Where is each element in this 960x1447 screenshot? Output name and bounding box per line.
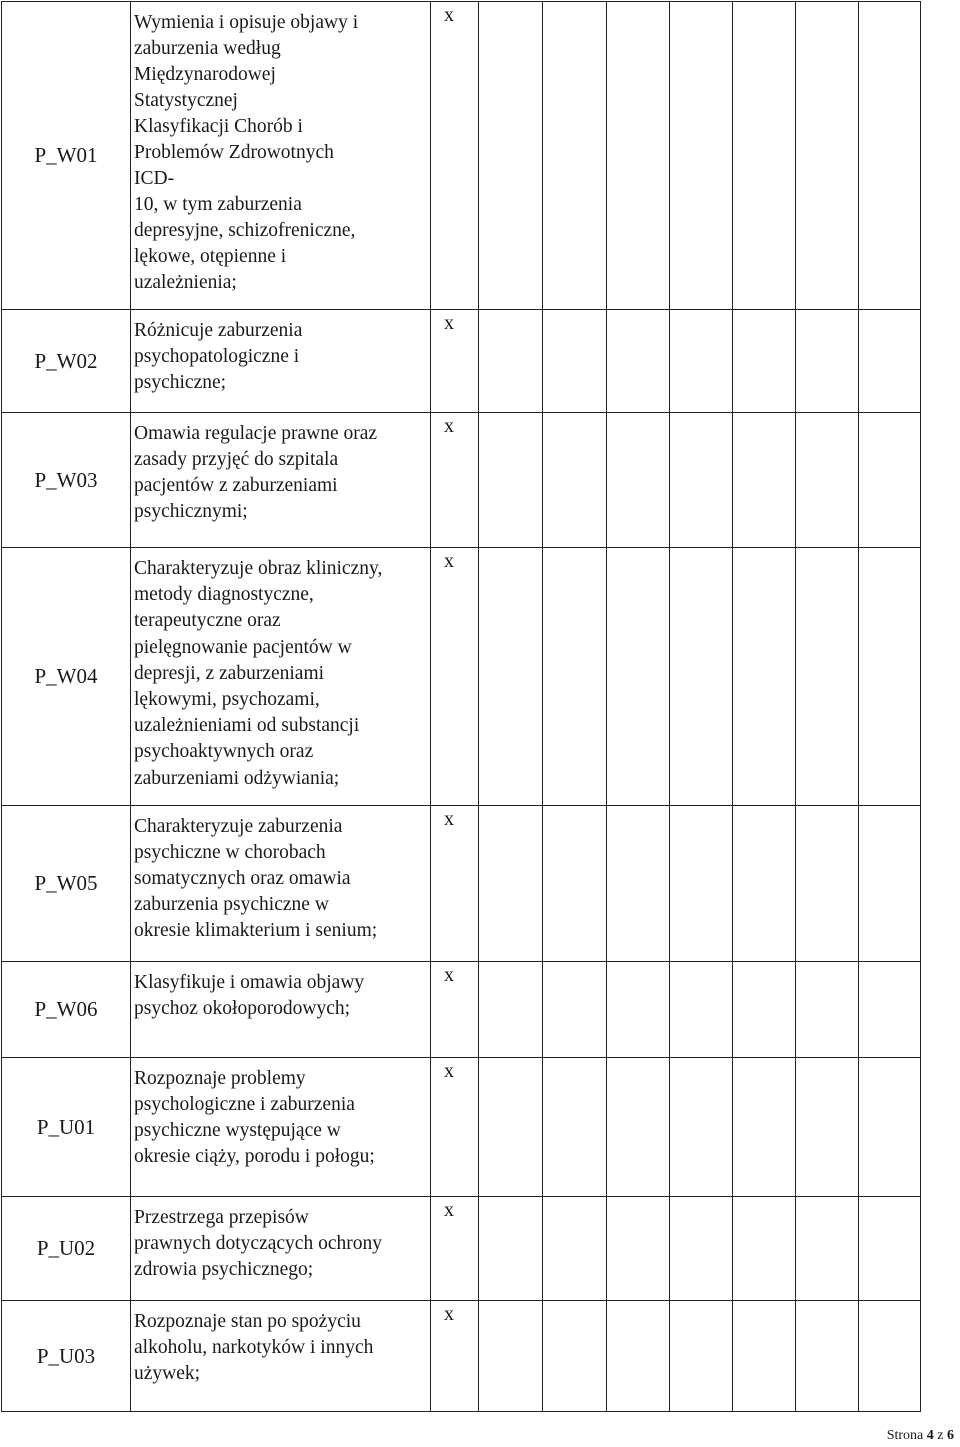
empty-cell: [796, 1058, 859, 1197]
empty-cell: [543, 1197, 607, 1301]
empty-cell: [607, 1197, 670, 1301]
empty-cell: [670, 548, 733, 806]
empty-cell: [733, 2, 796, 310]
empty-cell: [670, 310, 733, 413]
empty-cell: [733, 413, 796, 548]
empty-cell: [543, 1301, 607, 1412]
empty-cell: [733, 310, 796, 413]
empty-cell: [859, 962, 921, 1058]
total-pages-number: 6: [947, 1428, 954, 1443]
outcome-mark: x: [431, 310, 479, 413]
empty-cell: [479, 2, 543, 310]
empty-cell: [543, 548, 607, 806]
empty-cell: [859, 2, 921, 310]
empty-cell: [479, 1058, 543, 1197]
outcome-mark: x: [431, 1058, 479, 1197]
empty-cell: [859, 1301, 921, 1412]
empty-cell: [543, 2, 607, 310]
outcome-code: P_U03: [2, 1301, 131, 1412]
empty-cell: [733, 806, 796, 962]
empty-cell: [607, 1301, 670, 1412]
outcome-mark: x: [431, 413, 479, 548]
empty-cell: [796, 310, 859, 413]
empty-cell: [796, 548, 859, 806]
page-footer: [887, 1428, 954, 1444]
empty-cell: [479, 806, 543, 962]
outcome-description: Omawia regulacje prawne oraz zasady przyjęć do szpitala pacjentów z zaburzeniami psychicznymi;: [131, 413, 431, 548]
empty-cell: [859, 548, 921, 806]
current-page-number: 4: [926, 1428, 934, 1443]
outcome-code: P_W05: [2, 806, 131, 962]
outcome-description: Różnicuje zaburzenia psychopatologiczne i psychiczne;: [131, 310, 431, 413]
outcome-mark: x: [431, 1197, 479, 1301]
empty-cell: [733, 548, 796, 806]
empty-cell: [607, 806, 670, 962]
empty-cell: [543, 962, 607, 1058]
outcome-mark: x: [431, 2, 479, 310]
learning-outcomes-table: [1, 1, 921, 1412]
outcome-code: P_W03: [2, 413, 131, 548]
empty-cell: [543, 413, 607, 548]
empty-cell: [479, 310, 543, 413]
outcome-mark: x: [431, 548, 479, 806]
outcome-mark: x: [431, 1301, 479, 1412]
empty-cell: [607, 413, 670, 548]
table-row: [2, 413, 921, 548]
empty-cell: [670, 1058, 733, 1197]
empty-cell: [670, 806, 733, 962]
outcome-mark: x: [431, 962, 479, 1058]
empty-cell: [796, 1301, 859, 1412]
empty-cell: [733, 1301, 796, 1412]
empty-cell: [859, 806, 921, 962]
empty-cell: [670, 1197, 733, 1301]
empty-cell: [479, 548, 543, 806]
empty-cell: [607, 310, 670, 413]
empty-cell: [607, 1058, 670, 1197]
empty-cell: [796, 413, 859, 548]
outcome-description: Przestrzega przepisów prawnych dotyczących ochrony zdrowia psychicznego;: [131, 1197, 431, 1301]
empty-cell: [607, 962, 670, 1058]
empty-cell: [543, 1058, 607, 1197]
empty-cell: [479, 413, 543, 548]
empty-cell: [670, 1301, 733, 1412]
empty-cell: [479, 962, 543, 1058]
outcome-description: Rozpoznaje problemy psychologiczne i zaburzenia psychiczne występujące w okresie ciąży, porodu i połogu;: [131, 1058, 431, 1197]
empty-cell: [479, 1197, 543, 1301]
table-row: [2, 548, 921, 806]
outcome-description: Rozpoznaje stan po spożyciu alkoholu, narkotyków i innych używek;: [131, 1301, 431, 1412]
empty-cell: [733, 1197, 796, 1301]
empty-cell: [733, 1058, 796, 1197]
table-row: [2, 1301, 921, 1412]
empty-cell: [733, 962, 796, 1058]
outcome-code: P_U01: [2, 1058, 131, 1197]
empty-cell: [543, 806, 607, 962]
table-row: [2, 962, 921, 1058]
empty-cell: [479, 1301, 543, 1412]
outcome-code: P_W06: [2, 962, 131, 1058]
empty-cell: [670, 413, 733, 548]
empty-cell: [859, 310, 921, 413]
outcome-code: P_U02: [2, 1197, 131, 1301]
outcome-code: P_W02: [2, 310, 131, 413]
empty-cell: [670, 962, 733, 1058]
outcome-description: Wymienia i opisuje objawy i zaburzenia według Międzynarodowej Statystycznej Klasyfikacji Chorób i Problemów Zdrowotnych ICD- 10, w tym zaburzenia depresyjne, schizofreniczne, lękowe, otępienne i uzależnienia;: [131, 2, 431, 310]
table-row: [2, 310, 921, 413]
empty-cell: [543, 310, 607, 413]
empty-cell: [859, 413, 921, 548]
outcome-description: Charakteryzuje obraz kliniczny, metody diagnostyczne, terapeutyczne oraz pielęgnowanie pacjentów w depresji, z zaburzeniami lękowymi, psychozami, uzależnieniami od substancji psychoaktywnych oraz zaburzeniami odżywiania;: [131, 548, 431, 806]
outcome-mark: x: [431, 806, 479, 962]
footer-middle: z: [933, 1428, 947, 1443]
empty-cell: [670, 2, 733, 310]
empty-cell: [607, 2, 670, 310]
empty-cell: [607, 548, 670, 806]
outcome-code: P_W04: [2, 548, 131, 806]
table-row: [2, 1197, 921, 1301]
table-row: [2, 1058, 921, 1197]
outcome-description: Charakteryzuje zaburzenia psychiczne w chorobach somatycznych oraz omawia zaburzenia psychiczne w okresie klimakterium i senium;: [131, 806, 431, 962]
empty-cell: [796, 962, 859, 1058]
empty-cell: [796, 1197, 859, 1301]
empty-cell: [859, 1058, 921, 1197]
table-row: [2, 806, 921, 962]
empty-cell: [859, 1197, 921, 1301]
footer-prefix: Strona: [886, 1428, 927, 1443]
empty-cell: [796, 806, 859, 962]
outcome-description: Klasyfikuje i omawia objawy psychoz okołoporodowych;: [131, 962, 431, 1058]
outcome-code: P_W01: [2, 2, 131, 310]
empty-cell: [796, 2, 859, 310]
table-row: [2, 2, 921, 310]
